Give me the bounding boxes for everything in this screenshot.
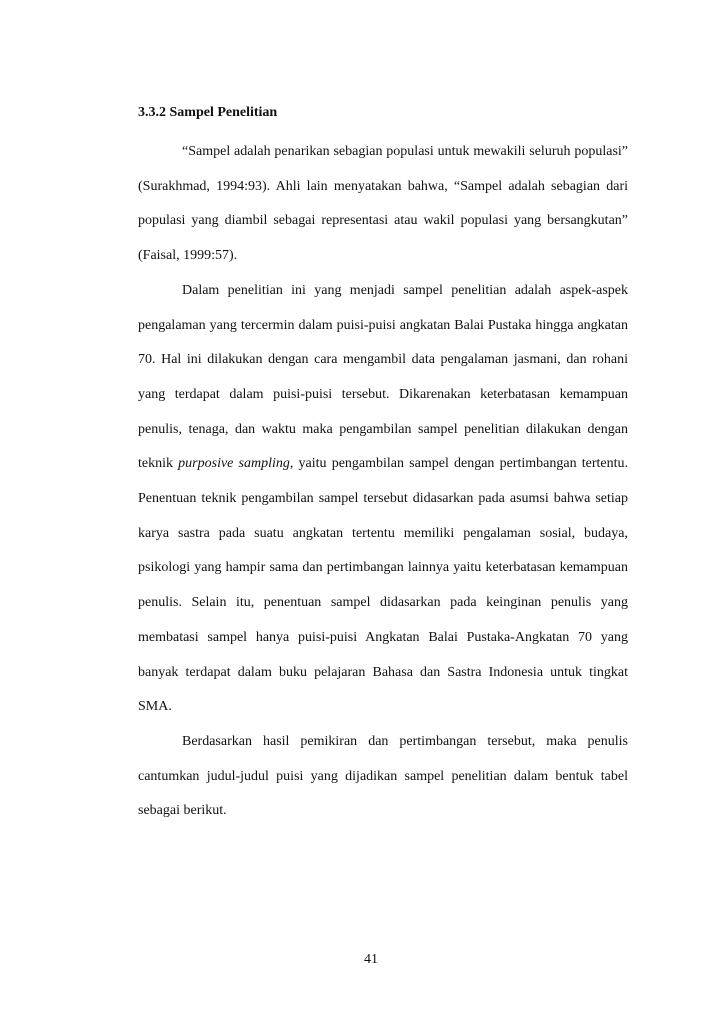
italic-term: purposive sampling (178, 456, 290, 472)
paragraph-text: Dalam penelitian ini yang menjadi sampel penelitian adalah aspek-aspek pengalaman yang tercermin dalam puisi-puisi angkatan Balai Pustaka hingga angkatan 70. Hal ini dilakukan dengan cara mengambil data pengalaman jasmani, dan rohani yang terdapat dalam puisi-puisi tersebut. Dikarenakan keterbatasan kemampuan penulis, tenaga, dan waktu maka pengambilan sampel penelitian dilakukan dengan teknik (138, 282, 628, 472)
section-heading: 3.3.2 Sampel Penelitian (138, 105, 278, 120)
page-number: 41 (364, 952, 378, 967)
body-text (138, 135, 628, 829)
paragraph-text: , yaitu pengambilan sampel dengan pertimbangan tertentu. Penentuan teknik pengambilan sampel tersebut didasarkan pada asumsi bahwa setiap karya sastra pada suatu angkatan tertentu memiliki pengalaman sosial, budaya, psikologi yang hampir sama dan pertimbangan lainnya yaitu keterbatasan kemampuan penulis. Selain itu, penentuan sampel didasarkan pada keinginan penulis yang membatasi sampel hanya puisi-puisi Angkatan Balai Pustaka-Angkatan 70 yang banyak terdapat dalam buku pelajaran Bahasa dan Sastra Indonesia untuk tingkat SMA. (138, 456, 628, 715)
paragraph-conclusion: Berdasarkan hasil pemikiran dan pertimbangan tersebut, maka penulis cantumkan judul-judul puisi yang dijadikan sampel penelitian dalam bentuk tabel sebagai berikut. (138, 733, 628, 819)
paragraph-sample-definition: “Sampel adalah penarikan sebagian populasi untuk mewakili seluruh populasi” (Surakhmad, 1994:93). Ahli lain menyatakan bahwa, “Sampel adalah sebagian dari populasi yang diambil sebagai representasi atau wakil populasi yang bersangkutan” (Faisal, 1999:57). (138, 144, 628, 264)
paragraph-sampling-method (138, 274, 628, 725)
